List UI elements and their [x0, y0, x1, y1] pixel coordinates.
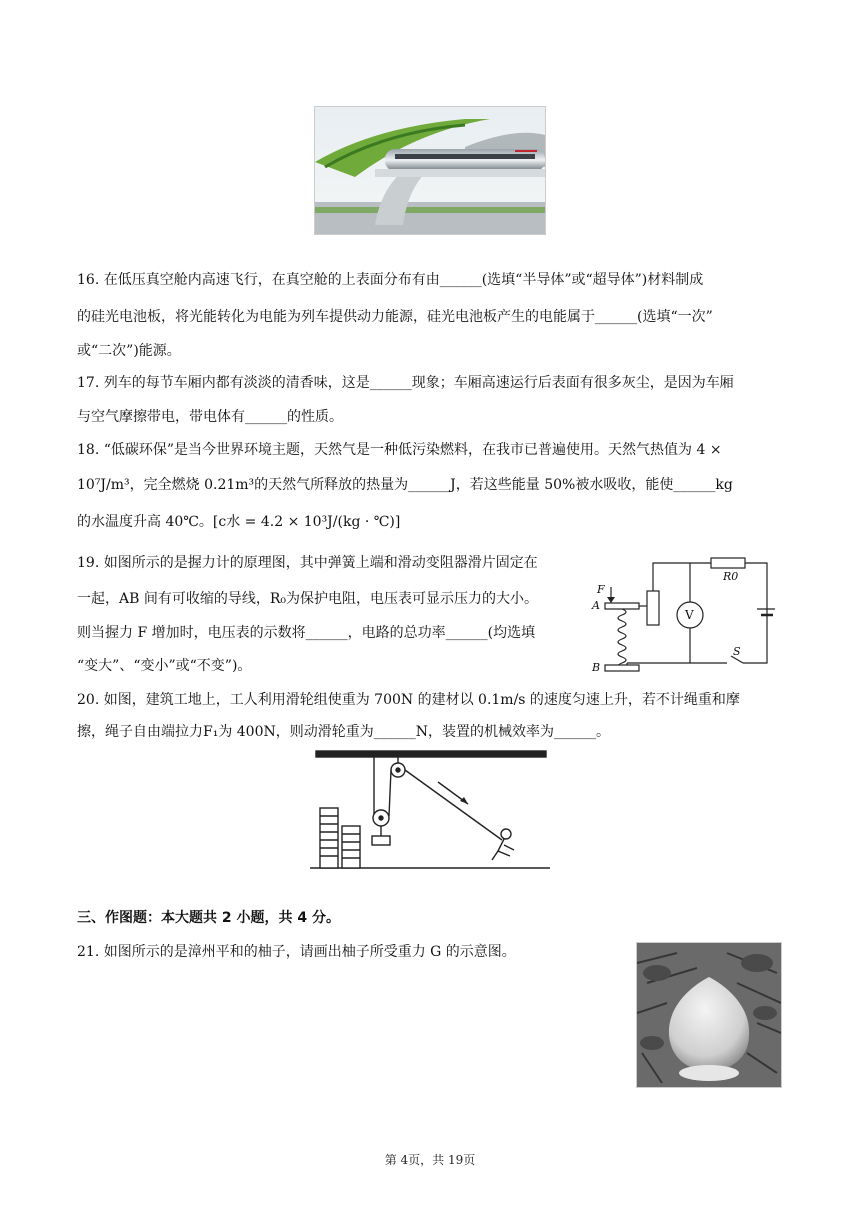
pulley-system-diagram	[310, 748, 550, 872]
label-S: S	[733, 645, 741, 658]
q20-line-1: 20. 如图，建筑工地上，工人利用滑轮组使重为 700N 的建材以 0.1m/s 的速度匀速上升，若不计绳重和摩	[77, 692, 740, 708]
maglev-train-photo	[314, 106, 546, 235]
q18-line-2: 10⁷J/m³，完全燃烧 0.21m³的天然气所释放的热量为______J，若这些能量 50%被水吸收，能使______kg	[77, 477, 733, 493]
label-R0: R0	[723, 570, 739, 583]
q18-line-3: 的水温度升高 40℃。[c水 = 4.2 × 10³J/(kg · ℃)]	[77, 514, 401, 530]
q16-line-2: 的硅光电池板，将光能转化为电能为列车提供动力能源，硅光电池板产生的电能属于______(选填“一次”	[77, 309, 713, 325]
voltmeter-label: V	[685, 608, 694, 622]
q19-line-4: “变大”、“变小”或“不变”)。	[77, 658, 252, 674]
q19-line-2: 一起，AB 间有可收缩的导线，R₀为保护电阻，电压表可显示压力的大小。	[77, 591, 539, 607]
q19-line-1: 19. 如图所示的是握力计的原理图，其中弹簧上端和滑动变阻器滑片固定在	[77, 555, 538, 571]
label-B: B	[592, 661, 601, 674]
q19-line-3: 则当握力 F 增加时，电压表的示数将______，电路的总功率______(均选填	[77, 625, 536, 641]
pomelo-photo	[636, 942, 782, 1088]
q21-line-1: 21. 如图所示的是漳州平和的柚子，请画出柚子所受重力 G 的示意图。	[77, 944, 516, 960]
q16-line-3: 或“二次”)能源。	[77, 343, 181, 359]
q18-line-1: 18. “低碳环保”是当今世界环境主题，天然气是一种低污染燃料，在我市已普遍使用。天然气热值为 4 ×	[77, 442, 722, 458]
q17-line-1: 17. 列车的每节车厢内都有淡淡的清香味，这是______现象；车厢高速运行后表面有很多灰尘，是因为车厢	[77, 375, 734, 391]
section-3-heading: 三、作图题：本大题共 2 小题，共 4 分。	[77, 910, 340, 926]
q20-line-2: 擦，绳子自由端拉力F₁为 400N，则动滑轮重为______N，装置的机械效率为______。	[77, 724, 610, 740]
q17-line-2: 与空气摩擦带电，带电体有______的性质。	[77, 409, 343, 425]
label-F: F	[597, 583, 605, 596]
q16-line-1: 16. 在低压真空舱内高速飞行，在真空舱的上表面分布有由______(选填“半导体”或“超导体”)材料制成	[77, 272, 704, 288]
grip-dynamometer-circuit-diagram	[585, 553, 775, 675]
label-A: A	[592, 599, 600, 612]
page-footer: 第 4页，共 19页	[384, 1153, 476, 1167]
